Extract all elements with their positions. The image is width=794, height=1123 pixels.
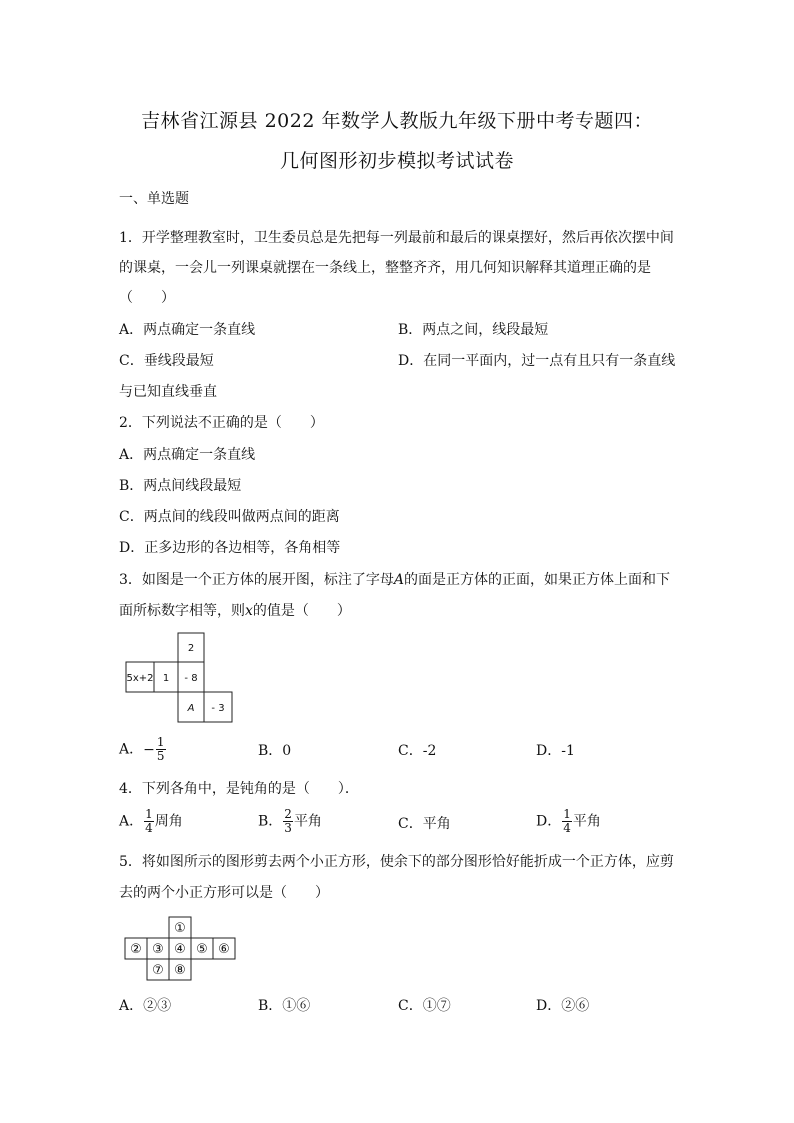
q5-net-label-3: ③: [152, 942, 164, 957]
q4-option-a: [119, 808, 183, 835]
q4-option-a-label: A．: [119, 813, 144, 830]
q5-net-label-7: ⑦: [152, 963, 164, 978]
q4-option-d-fraction: [562, 808, 572, 835]
q1-stem-line3: （ ）: [119, 290, 175, 306]
q3-net-label-m8: - 8: [184, 673, 198, 684]
q4-option-d-label: D．: [536, 813, 562, 830]
q4-option-d-text: 平角: [572, 813, 601, 830]
q5-cube-net-figure: [124, 916, 236, 982]
q3-option-b: B．0: [258, 743, 292, 759]
q5-net-label-5: ⑤: [196, 942, 208, 957]
q2-option-c: C．两点间的线段叫做两点间的距离: [119, 509, 340, 525]
q4-option-b: [258, 808, 322, 835]
q3-stem-line2: [119, 601, 351, 621]
q3-variable-x: x: [245, 603, 253, 619]
q5-net-label-1: ①: [174, 921, 186, 936]
q5-stem-line1: 5．将如图所示的图形剪去两个小正方形，使余下的部分图形恰好能折成一个正方体，应剪: [119, 854, 674, 870]
q5-net-label-6: ⑥: [218, 942, 230, 957]
q3-option-d: D．-1: [536, 743, 575, 759]
q2-stem: 2．下列说法不正确的是（ ）: [119, 415, 324, 431]
q4-option-a-text: 周角: [154, 813, 183, 830]
q3-option-a-sign: −: [143, 741, 155, 758]
q3-option-c: C．-2: [398, 743, 437, 759]
q4-option-b-text: 平角: [293, 813, 322, 830]
q3-stem-line1-pre: 3．如图是一个正方体的展开图，标注了字母: [119, 572, 394, 588]
q3-option-a-numerator: 1: [156, 735, 165, 749]
q1-option-c: C．垂线段最短: [119, 353, 214, 369]
q4-option-d-numerator: 1: [563, 807, 571, 821]
exam-title-line2: 几何图形初步模拟考试试卷: [279, 150, 514, 172]
q4-option-a-numerator: 1: [145, 807, 153, 821]
q3-option-a-fraction: [156, 736, 166, 763]
q3-option-a: [119, 736, 167, 763]
q3-cube-net-figure: [125, 632, 235, 724]
section-heading: 一、单选题: [119, 191, 189, 207]
q3-net-label-m3: - 3: [211, 703, 225, 714]
q5-option-b: B．①⑥: [258, 998, 311, 1014]
q5-stem-line2: 去的两个小正方形可以是（ ）: [119, 885, 329, 901]
q1-option-b: B．两点之间，线段最短: [398, 322, 549, 338]
q4-option-c: C．平角: [398, 816, 451, 832]
q4-option-d-denominator: 4: [563, 821, 571, 835]
q1-stem-line2: 的课桌，一会儿一列课桌就摆在一条线上，整整齐齐，用几何知识解释其道理正确的是: [119, 260, 651, 276]
q2-option-d: D．正多边形的各边相等，各角相等: [119, 540, 341, 556]
q4-option-a-denominator: 4: [145, 821, 153, 835]
q4-option-b-label: B．: [258, 813, 283, 830]
q1-option-d-continued: 与已知直线垂直: [119, 384, 217, 400]
q3-option-a-label: A．: [119, 741, 144, 758]
q2-option-a: A．两点确定一条直线: [119, 447, 256, 463]
q3-net-label-top: 2: [187, 643, 195, 654]
q5-net-label-4: ④: [174, 942, 186, 957]
q4-option-a-fraction: [144, 808, 154, 835]
q3-stem-line2-pre: 面所标数字相等，则: [119, 603, 245, 619]
q5-net-label-8: ⑧: [174, 963, 186, 978]
q1-option-a: A．两点确定一条直线: [119, 322, 256, 338]
exam-title-line1: 吉林省江源县 2022 年数学人教版九年级下册中考专题四：: [141, 110, 653, 132]
q3-net-label-5x2: 5x+2: [126, 673, 154, 684]
q4-option-b-numerator: 2: [284, 807, 292, 821]
q5-option-a: A．②③: [119, 998, 172, 1014]
q1-option-d: D．在同一平面内，过一点有且只有一条直线: [398, 353, 676, 369]
q3-stem-line2-post: 的值是（ ）: [252, 603, 351, 619]
q5-option-c: C．①⑦: [398, 998, 451, 1014]
q1-stem-line1: 1．开学整理教室时，卫生委员总是先把每一列最前和最后的课桌摆好，然后再依次摆中间: [119, 230, 674, 246]
q3-net-label-1: 1: [162, 673, 170, 684]
q3-stem-line1: [119, 570, 670, 590]
q2-option-b: B．两点间线段最短: [119, 478, 242, 494]
q4-option-d: [536, 808, 601, 835]
q5-option-d: D．②⑥: [536, 998, 590, 1014]
q3-net-label-A: A: [187, 703, 195, 714]
q4-option-b-fraction: [283, 808, 293, 835]
q3-option-a-denominator: 5: [156, 749, 165, 763]
q4-option-b-denominator: 3: [284, 821, 292, 835]
q4-stem: 4．下列各角中，是钝角的是（ ）．: [119, 781, 359, 797]
q3-variable-a: A: [393, 572, 405, 588]
q5-net-label-2: ②: [130, 942, 142, 957]
q3-stem-line1-post: 的面是正方体的正面，如果正方体上面和下: [404, 572, 671, 588]
